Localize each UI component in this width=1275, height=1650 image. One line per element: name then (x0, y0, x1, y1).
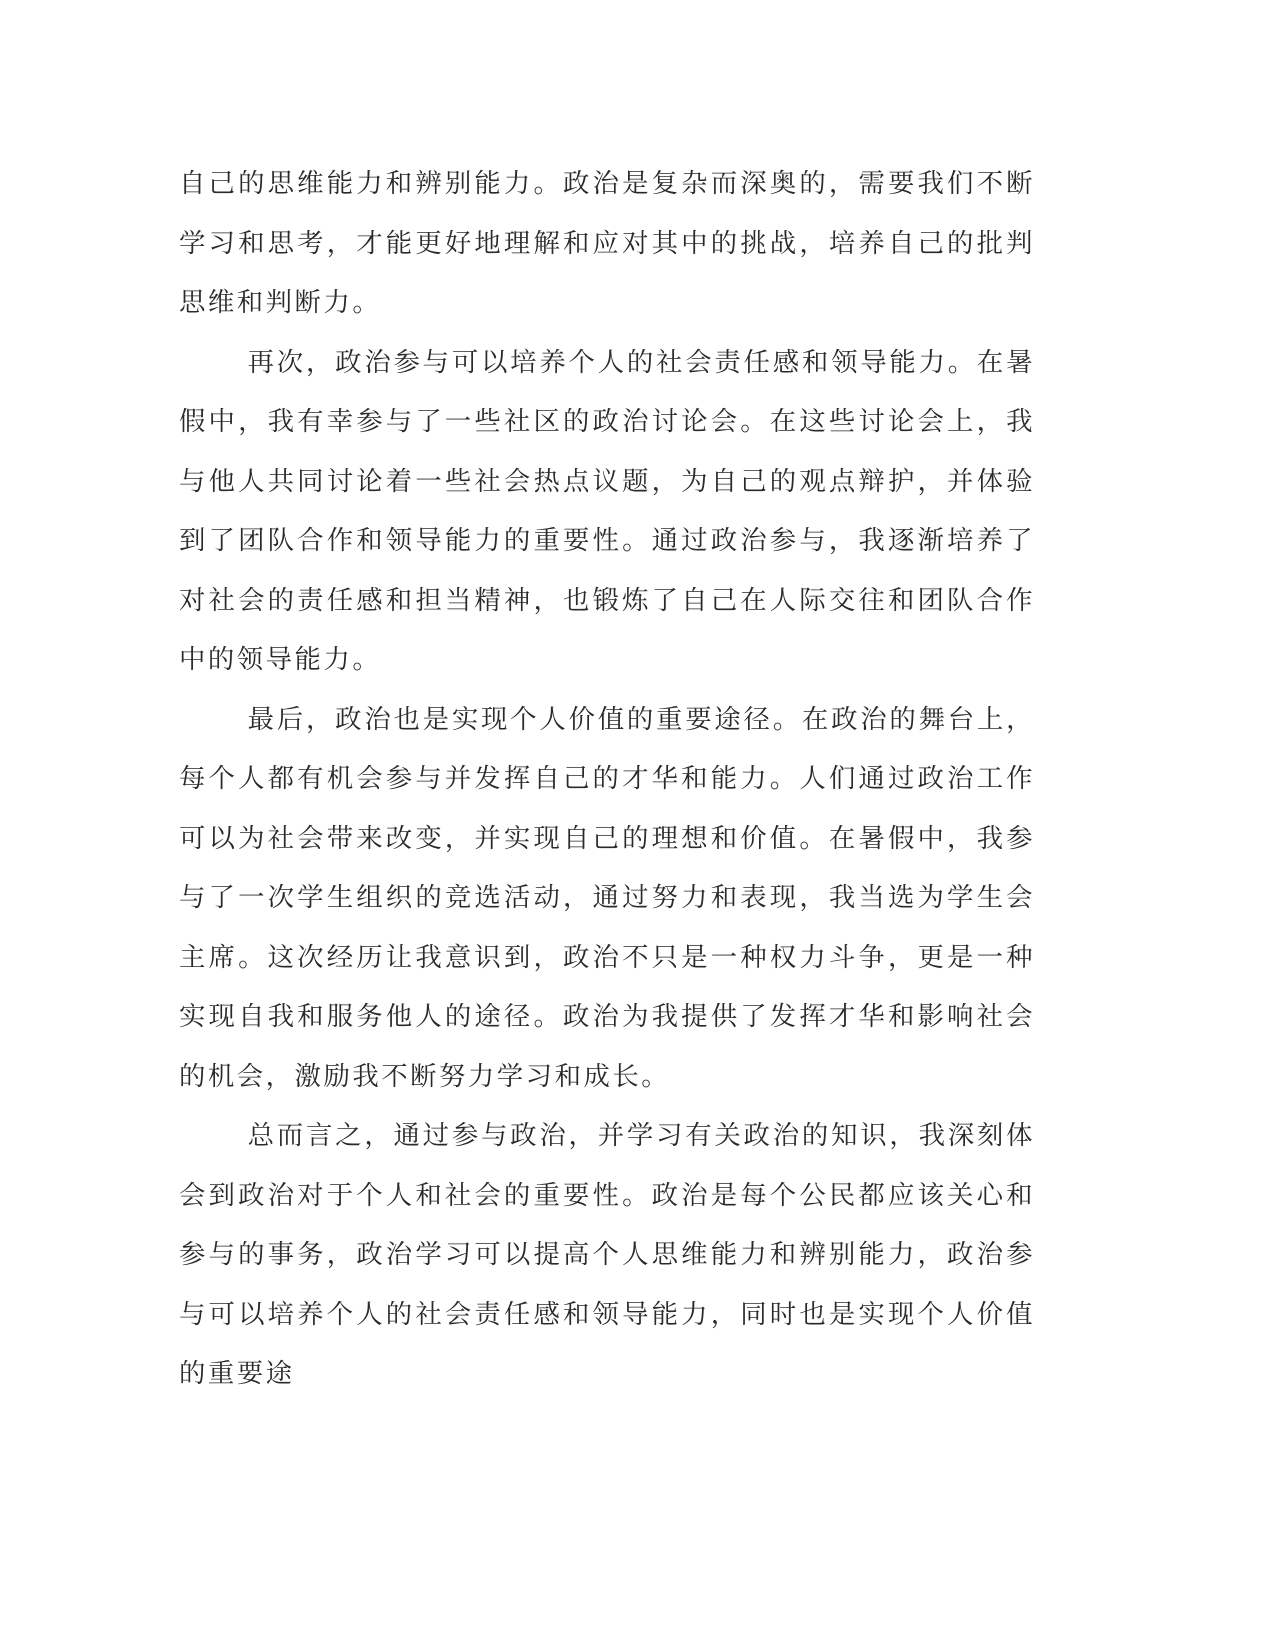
paragraph-continuation: 自己的思维能力和辨别能力。政治是复杂而深奥的，需要我们不断学习和思考，才能更好地理解和应对其中的挑战，培养自己的批判思维和判断力。 (179, 168, 1035, 318)
paragraph-conclusion: 总而言之，通过参与政治，并学习有关政治的知识，我深刻体会到政治对于个人和社会的重要性。政治是每个公民都应该关心和参与的事务，政治学习可以提高个人思维能力和辨别能力，政治参与可以培养个人的社会责任感和领导能力，同时也是实现个人价值的重要途 (179, 1120, 1035, 1389)
body-text (179, 154, 1035, 1404)
paragraph-personal-value: 最后，政治也是实现个人价值的重要途径。在政治的舞台上，每个人都有机会参与并发挥自己的才华和能力。人们通过政治工作可以为社会带来改变，并实现自己的理想和价值。在暑假中，我参与了一次学生组织的竞选活动，通过努力和表现，我当选为学生会主席。这次经历让我意识到，政治不只是一种权力斗争，更是一种实现自我和服务他人的途径。政治为我提供了发挥才华和影响社会的机会，激励我不断努力学习和成长。 (179, 703, 1035, 1092)
paragraph-social-responsibility: 再次，政治参与可以培养个人的社会责任感和领导能力。在暑假中，我有幸参与了一些社区的政治讨论会。在这些讨论会上，我与他人共同讨论着一些社会热点议题，为自己的观点辩护，并体验到了团队合作和领导能力的重要性。通过政治参与，我逐渐培养了对社会的责任感和担当精神，也锻炼了自己在人际交往和团队合作中的领导能力。 (179, 346, 1035, 675)
